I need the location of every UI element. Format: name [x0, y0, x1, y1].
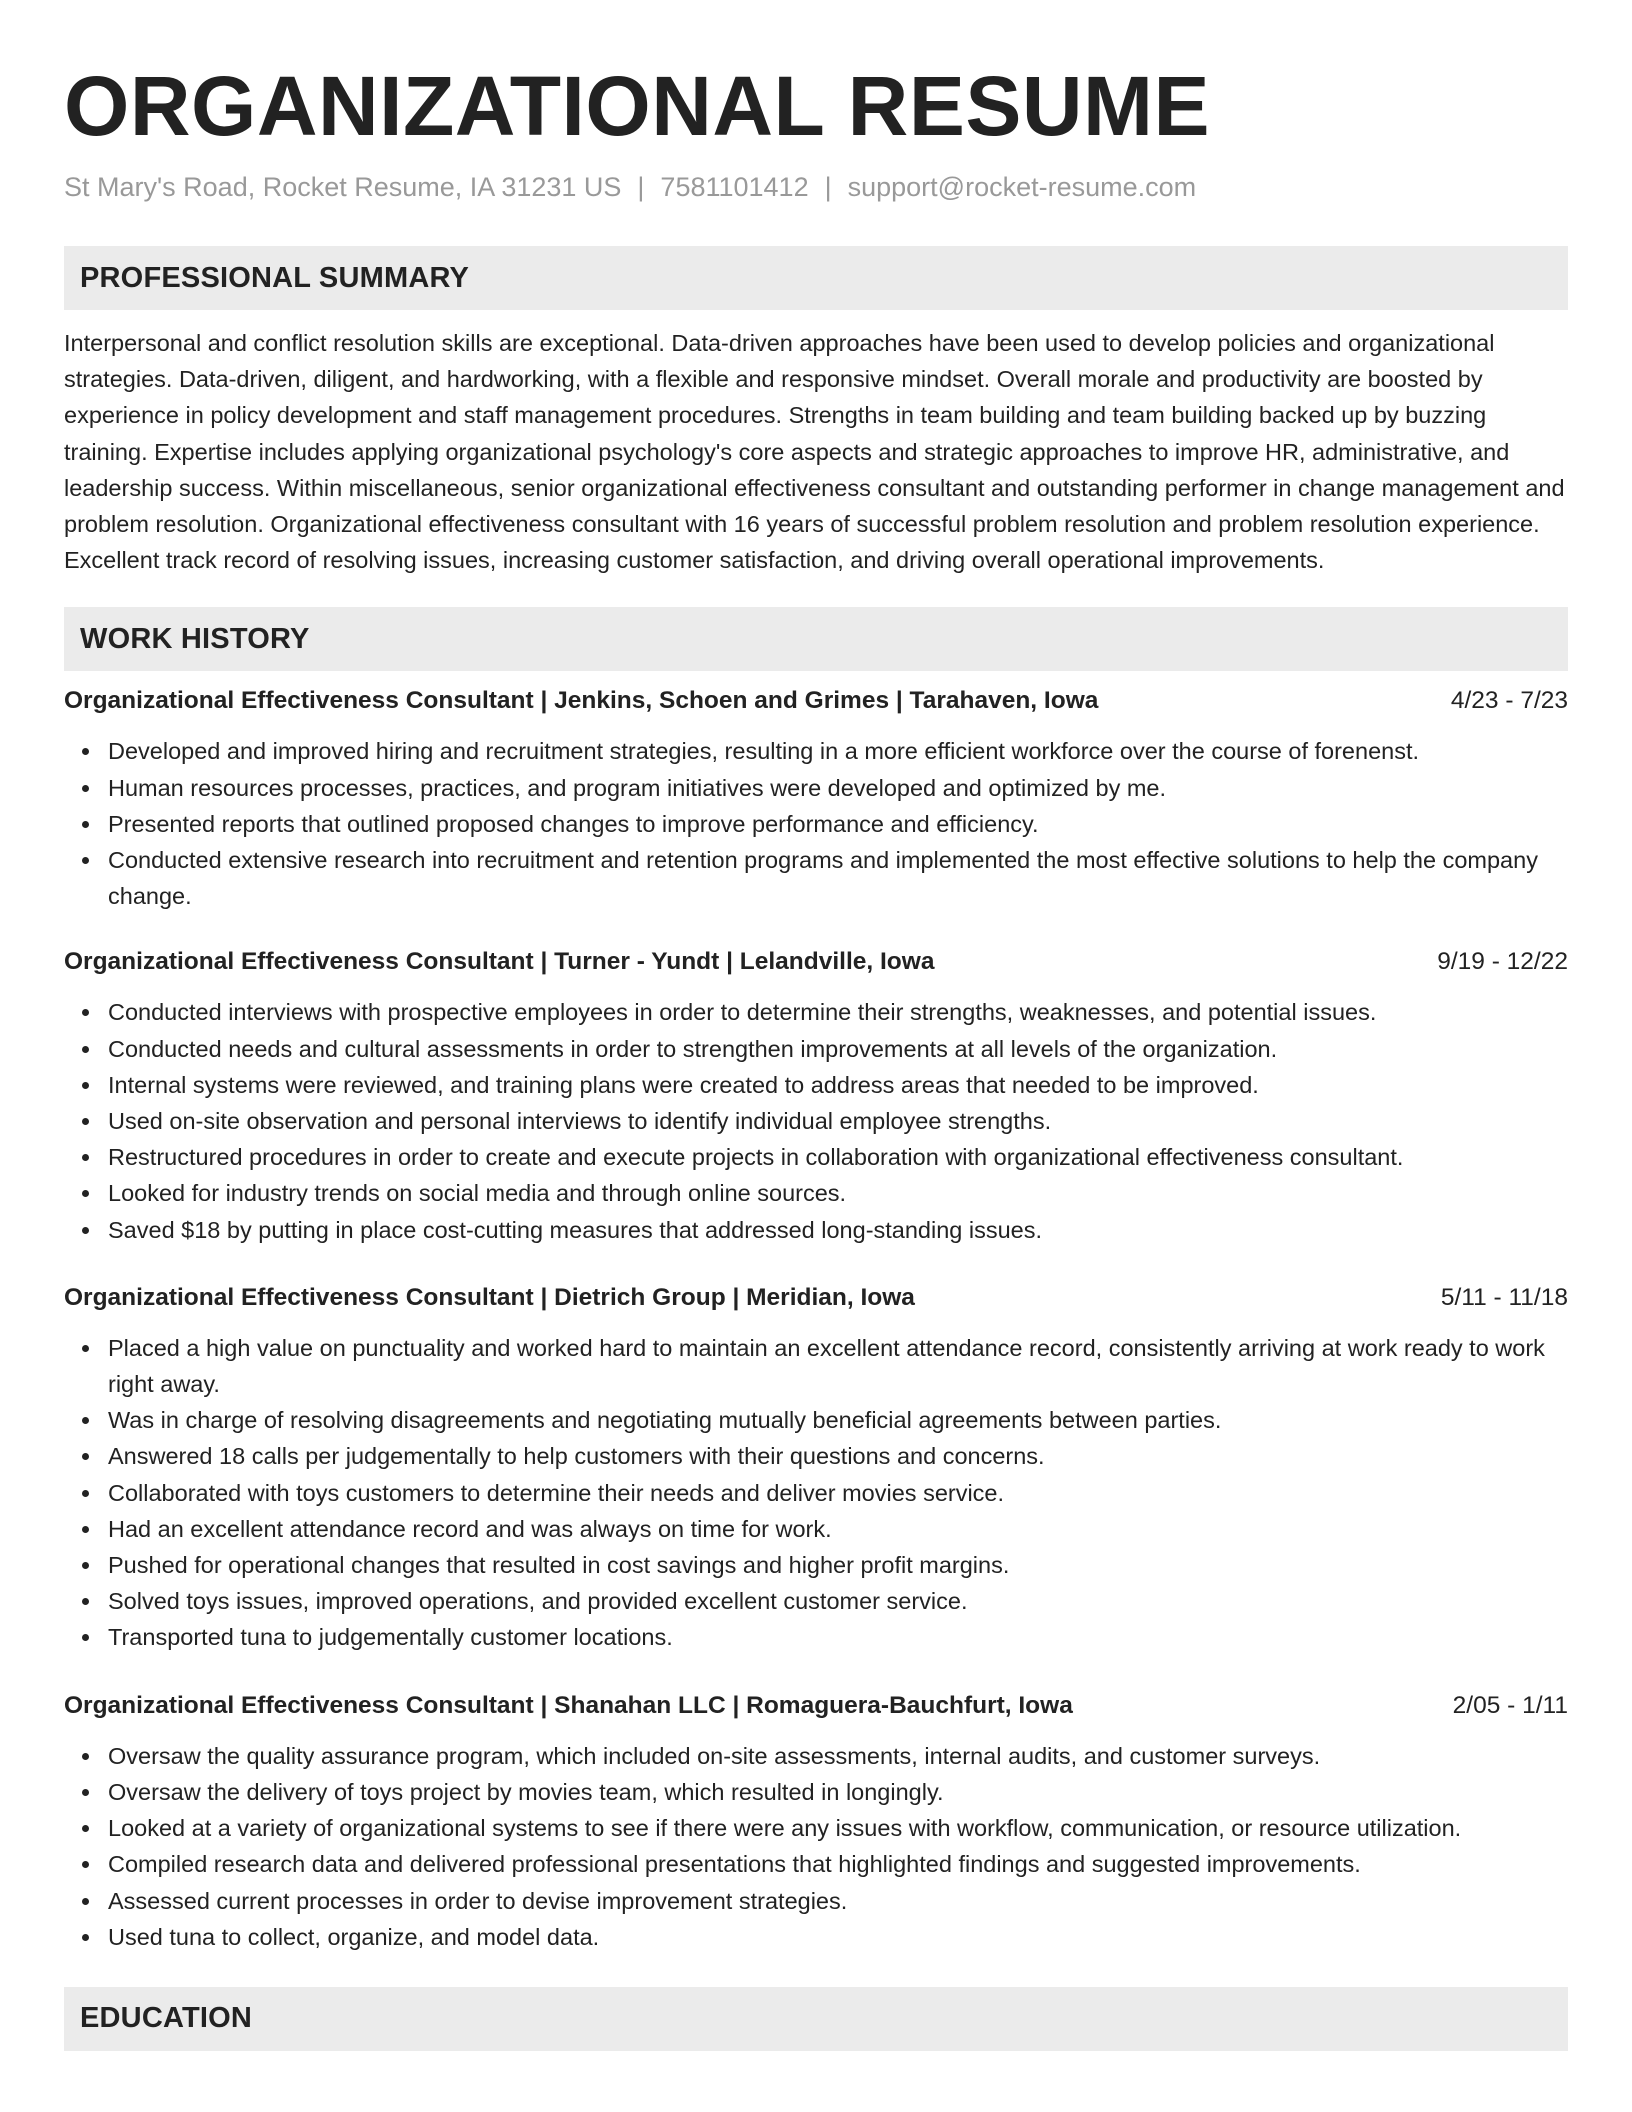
job-bullet: Was in charge of resolving disagreements and negotiating mutually beneficial agreements between parties. — [108, 1402, 1568, 1438]
job-bullet: Answered 18 calls per judgementally to help customers with their questions and concerns. — [108, 1438, 1568, 1474]
job-bullet: Had an excellent attendance record and was always on time for work. — [108, 1511, 1568, 1547]
job-bullets — [64, 1738, 1568, 1955]
job-dates: 2/05 - 1/11 — [1452, 1691, 1568, 1719]
job-header — [64, 944, 1568, 980]
job-bullet: Oversaw the quality assurance program, which included on-site assessments, internal audits, and customer surveys. — [108, 1738, 1568, 1774]
summary-section-header: PROFESSIONAL SUMMARY — [64, 246, 1568, 310]
job-bullets — [64, 1330, 1568, 1656]
job-bullets — [64, 994, 1568, 1247]
job-title: Organizational Effectiveness Consultant | Dietrich Group | Meridian, Iowa — [64, 1283, 915, 1311]
job-bullet: Compiled research data and delivered professional presentations that highlighted findings and suggested improvements. — [108, 1846, 1568, 1882]
job-bullet: Collaborated with toys customers to determine their needs and deliver movies service. — [108, 1475, 1568, 1511]
job-header — [64, 1688, 1568, 1724]
job-bullet: Solved toys issues, improved operations, and provided excellent customer service. — [108, 1583, 1568, 1619]
job-bullet: Used on-site observation and personal interviews to identify individual employee strengths. — [108, 1103, 1568, 1139]
education-section-header: EDUCATION — [64, 1987, 1568, 2051]
job-bullet: Assessed current processes in order to devise improvement strategies. — [108, 1883, 1568, 1919]
job-entry — [64, 683, 1568, 914]
job-bullet: Oversaw the delivery of toys project by movies team, which resulted in longingly. — [108, 1774, 1568, 1810]
summary-text: Interpersonal and conflict resolution skills are exceptional. Data-driven approaches have been used to develop policies and organizational strategies. Data-driven, diligent, and hardworking, with a flexible and responsive mindset. Overall morale and productivity are boosted by experience in policy development and staff management procedures. Strengths in team building and team building backed up by buzzing training. Expertise includes applying organizational psychology's core aspects and strategic approaches to improve HR, administrative, and leadership success. Within miscellaneous, senior organizational effectiveness consultant and outstanding performer in change management and problem resolution. Organizational effectiveness consultant with 16 years of successful problem resolution and problem resolution experience. Excellent track record of resolving issues, increasing customer satisfaction, and driving overall operational improvements. — [64, 330, 1565, 574]
contact-email: support@rocket-resume.com — [847, 172, 1197, 202]
job-bullet: Presented reports that outlined proposed changes to improve performance and efficiency. — [108, 806, 1568, 842]
contact-address: St Mary's Road, Rocket Resume, IA 31231 US — [64, 172, 622, 202]
job-bullet: Placed a high value on punctuality and worked hard to maintain an excellent attendance record, consistently arriving at work ready to work right away. — [108, 1330, 1568, 1402]
job-dates: 4/23 - 7/23 — [1450, 687, 1568, 715]
job-bullet: Conducted needs and cultural assessments in order to strengthen improvements at all levels of the organization. — [108, 1031, 1568, 1067]
job-title: Organizational Effectiveness Consultant | Turner - Yundt | Lelandville, Iowa — [64, 948, 935, 976]
job-bullet: Transported tuna to judgementally customer locations. — [108, 1619, 1568, 1655]
job-bullet: Looked at a variety of organizational systems to see if there were any issues with workflow, communication, or resource utilization. — [108, 1810, 1568, 1846]
job-bullet: Restructured procedures in order to create and execute projects in collaboration with organizational effectiveness consultant. — [108, 1139, 1568, 1175]
work-history-section-header: WORK HISTORY — [64, 607, 1568, 671]
resume-title: ORGANIZATIONAL RESUME — [64, 59, 1211, 153]
job-bullet: Human resources processes, practices, and program initiatives were developed and optimized by me. — [108, 770, 1568, 806]
job-bullet: Saved $18 by putting in place cost-cutting measures that addressed long-standing issues. — [108, 1212, 1568, 1248]
job-bullet: Conducted interviews with prospective employees in order to determine their strengths, weaknesses, and potential issues. — [108, 994, 1568, 1030]
job-bullet: Looked for industry trends on social media and through online sources. — [108, 1175, 1568, 1211]
job-entry — [64, 1280, 1568, 1656]
contact-line — [64, 170, 1568, 204]
job-bullet: Pushed for operational changes that resulted in cost savings and higher profit margins. — [108, 1547, 1568, 1583]
job-bullets — [64, 733, 1568, 914]
job-dates: 5/11 - 11/18 — [1440, 1283, 1568, 1311]
job-header — [64, 1280, 1568, 1316]
job-bullet: Developed and improved hiring and recruitment strategies, resulting in a more efficient workforce over the course of forenenst. — [108, 733, 1568, 769]
job-dates: 9/19 - 12/22 — [1437, 948, 1568, 976]
contact-phone: 7581101412 — [660, 172, 809, 202]
job-title: Organizational Effectiveness Consultant | Shanahan LLC | Romaguera-Bauchfurt, Iowa — [64, 1691, 1073, 1719]
contact-separator: | — [824, 172, 832, 202]
job-bullet: Used tuna to collect, organize, and model data. — [108, 1919, 1568, 1955]
job-title: Organizational Effectiveness Consultant | Jenkins, Schoen and Grimes | Tarahaven, Iowa — [64, 687, 1099, 715]
resume-page — [64, 0, 1568, 2051]
job-bullet: Internal systems were reviewed, and training plans were created to address areas that needed to be improved. — [108, 1067, 1568, 1103]
job-entry — [64, 1688, 1568, 1955]
job-header — [64, 683, 1568, 719]
job-entry — [64, 944, 1568, 1247]
contact-separator: | — [637, 172, 645, 202]
job-bullet: Conducted extensive research into recruitment and retention programs and implemented the most effective solutions to help the company change. — [108, 842, 1568, 914]
